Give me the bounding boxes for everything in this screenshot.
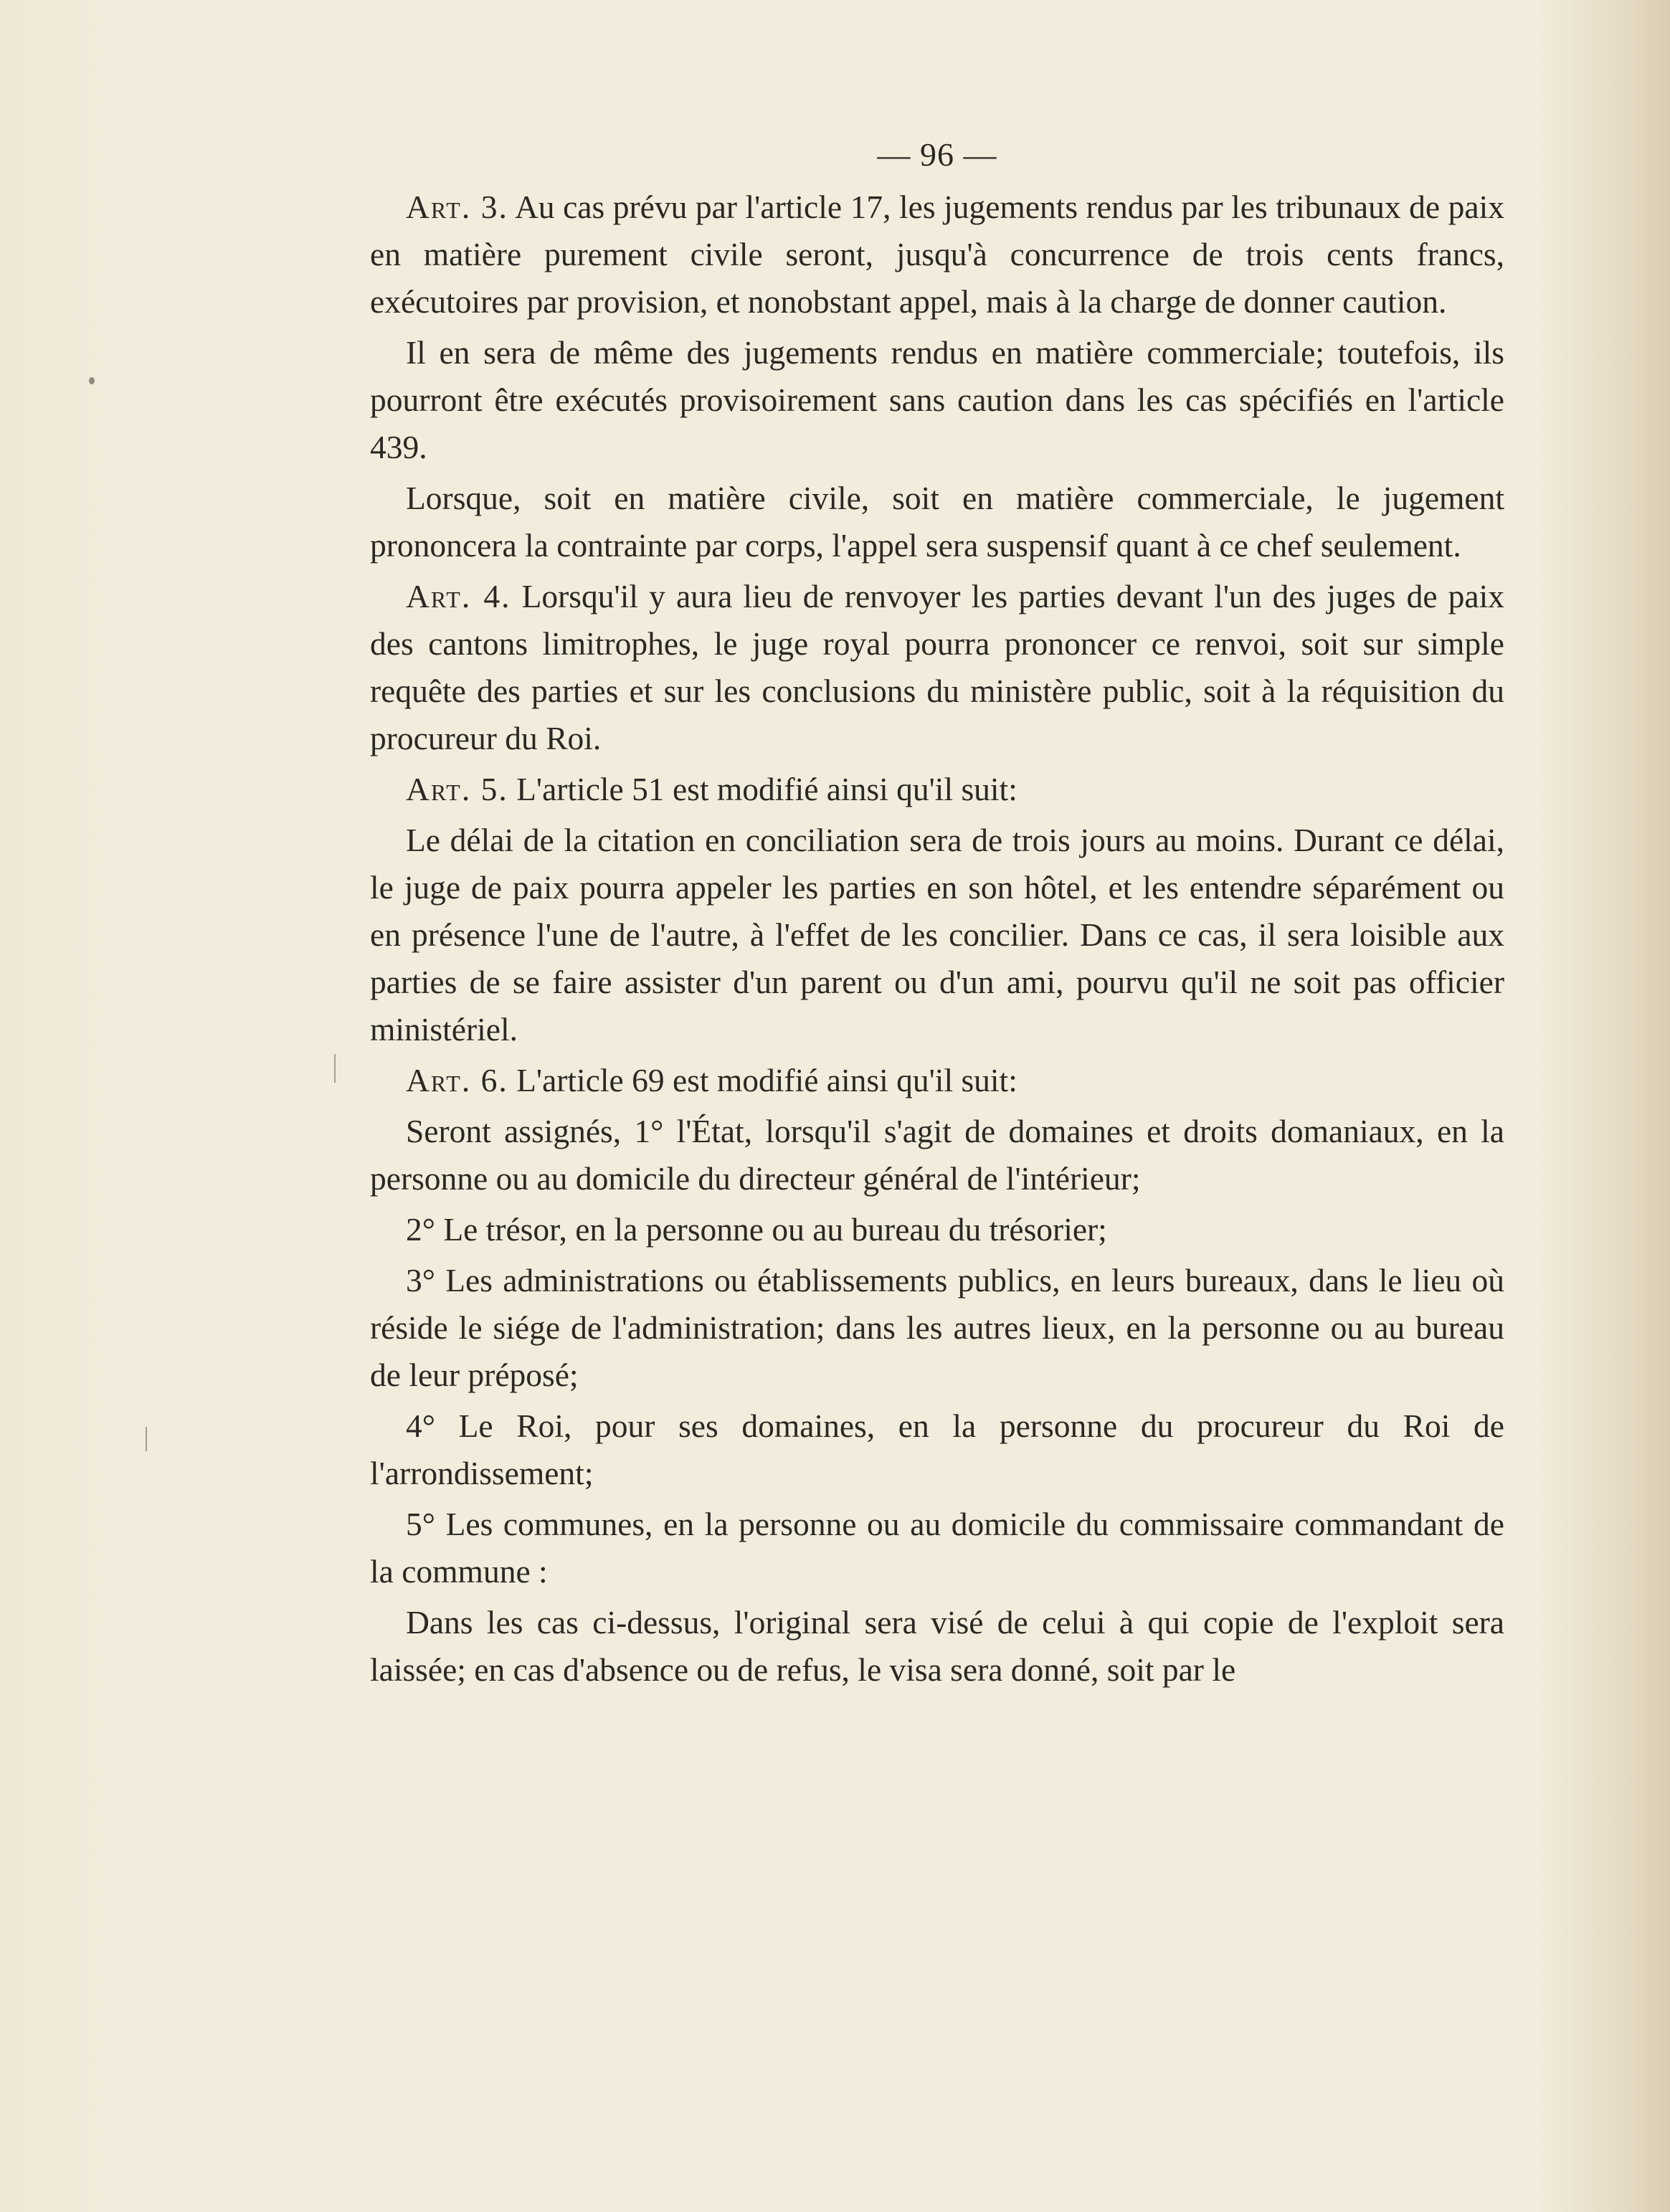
paragraph-text: Au cas prévu par l'article 17, les jugements rendus par les tribunaux de paix en matière purement civile seront, jusqu'à concurrence de trois cents francs, exécutoires par provision, et nonobstant appel, mais à la charge de donner caution. xyxy=(370,189,1505,320)
article-heading: Art. 5. xyxy=(406,771,508,807)
page-text xyxy=(370,135,1504,1697)
paragraph-art4 xyxy=(370,573,1504,762)
paragraph-art3-b xyxy=(370,329,1504,471)
paragraph-art3-a xyxy=(370,184,1504,326)
paragraph-art3-c xyxy=(370,475,1504,569)
paragraph-art6-g xyxy=(370,1599,1504,1694)
paper-hairline xyxy=(146,1427,147,1451)
paragraph-text: 3° Les administrations ou établissements publics, en leurs bureaux, dans le lieu où réside le siége de l'administration; dans les autres lieux, en la personne ou au bureau de leur préposé; xyxy=(370,1262,1504,1393)
paragraph-art6-f xyxy=(370,1501,1504,1595)
paragraph-art5-b xyxy=(370,817,1504,1053)
paragraph-art6-a xyxy=(370,1057,1504,1104)
paragraph-text: Dans les cas ci-dessus, l'original sera visé de celui à qui copie de l'exploit sera laissée; en cas d'absence ou de refus, le visa sera donné, soit par le xyxy=(370,1604,1504,1688)
article-heading: Art. 4. xyxy=(406,578,511,614)
paragraph-text: Lorsque, soit en matière civile, soit en matière commerciale, le jugement prononcera la contrainte par corps, l'appel sera suspensif quant à ce chef seulement. xyxy=(370,480,1504,564)
paragraph-text: Il en sera de même des jugements rendus en matière commerciale; toutefois, ils pourront être exécutés provisoirement sans caution dans les cas spécifiés en l'article 439. xyxy=(370,334,1504,465)
paragraph-art5-a xyxy=(370,766,1504,813)
paragraph-text: Le délai de la citation en conciliation sera de trois jours au moins. Durant ce délai, le juge de paix pourra appeler les parties en son hôtel, et les entendre séparément ou en présence l'une de l'autre, à l'effet de les concilier. Dans ce cas, il sera loisible aux parties de se faire assister d'un parent ou d'un ami, pourvu qu'il ne soit pas officier ministériel. xyxy=(370,822,1504,1048)
page-number: — 96 — xyxy=(877,136,997,173)
paragraph-art6-c xyxy=(370,1206,1504,1253)
article-heading: Art. 3. xyxy=(406,189,508,225)
paragraph-text: L'article 51 est modifié ainsi qu'il suit: xyxy=(516,771,1017,807)
paragraph-text: 2° Le trésor, en la personne ou au bureau du trésorier; xyxy=(406,1211,1107,1248)
article-heading: Art. 6. xyxy=(406,1062,508,1098)
paragraph-art6-e xyxy=(370,1402,1504,1497)
paragraph-text: Seront assignés, 1° l'État, lorsqu'il s'agit de domaines et droits domaniaux, en la personne ou au domicile du directeur général de l'intérieur; xyxy=(370,1113,1504,1197)
paragraph-art6-b xyxy=(370,1108,1504,1202)
ink-speck xyxy=(89,377,95,384)
paper-hairline xyxy=(334,1054,336,1083)
paragraph-text: 4° Le Roi, pour ses domaines, en la personne du procureur du Roi de l'arrondissement; xyxy=(370,1408,1504,1491)
paragraph-text: 5° Les communes, en la personne ou au domicile du commissaire commandant de la commune : xyxy=(370,1506,1504,1590)
paragraph-text: Lorsqu'il y aura lieu de renvoyer les parties devant l'un des juges de paix des cantons limitrophes, le juge royal pourra prononcer ce renvoi, soit sur simple requête des parties et sur les conclusions du ministère public, soit à la réquisition du procureur du Roi. xyxy=(370,578,1505,756)
paragraph-text: L'article 69 est modifié ainsi qu'il suit: xyxy=(516,1062,1017,1098)
paragraph-art6-d xyxy=(370,1257,1504,1399)
